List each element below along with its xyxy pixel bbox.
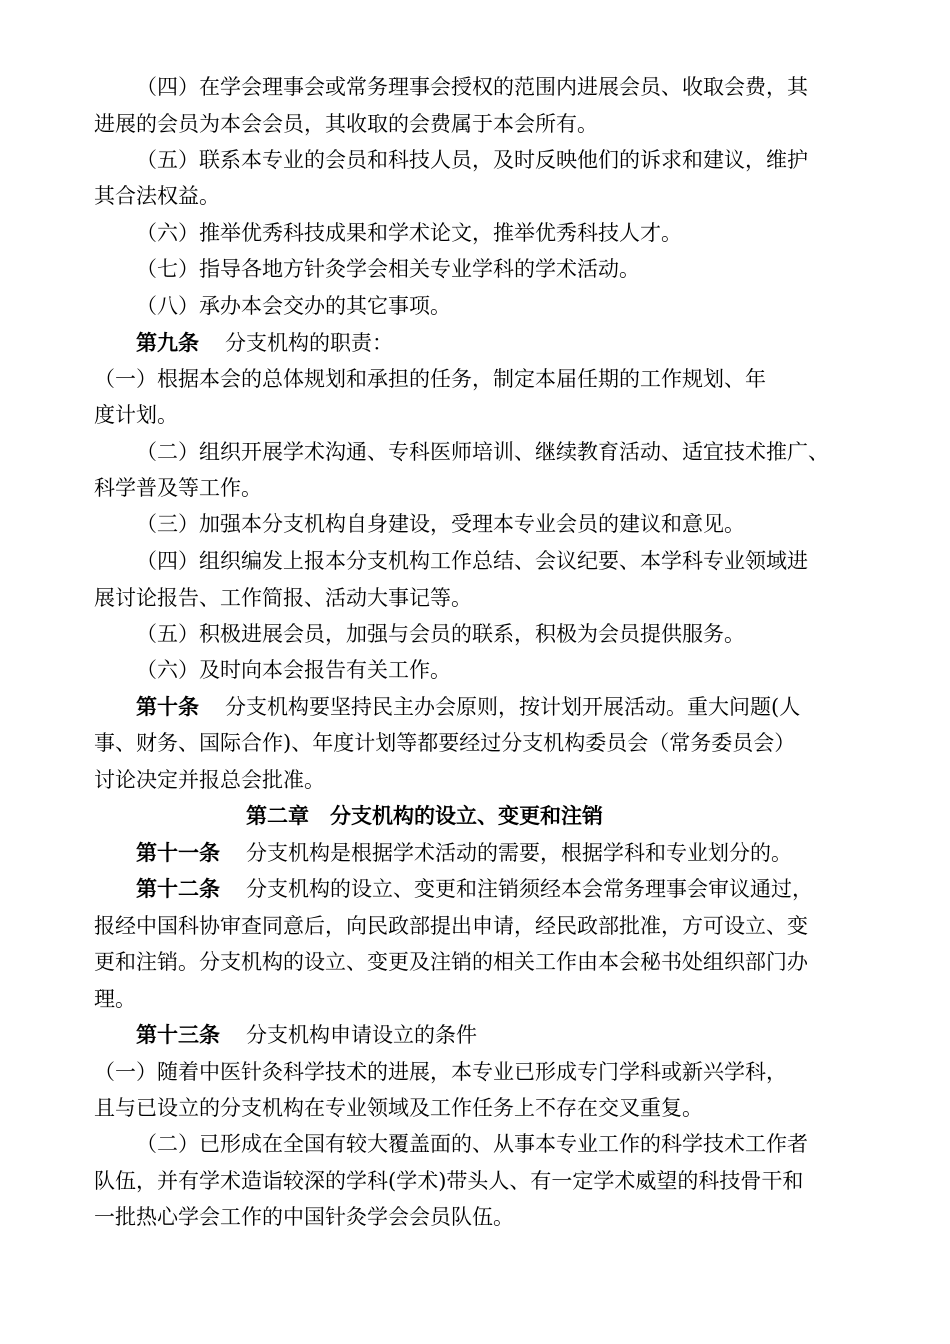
- text-line: 队伍，并有学术造诣较深的学科(学术)带头人、有一定学术威望的科技骨干和: [94, 1169, 804, 1193]
- text-line: 一批热心学会工作的中国针灸学会会员队伍。: [94, 1205, 514, 1229]
- text-line: 其合法权益。: [94, 184, 220, 208]
- article-line: 第十三条 分支机构申请设立的条件: [136, 1022, 477, 1047]
- text-line: （五）联系本专业的会员和科技人员，及时反映他们的诉求和建议，维护: [136, 148, 808, 172]
- text-line: （一）随着中医针灸科学技术的进展，本专业已形成专门学科或新兴学科，: [94, 1060, 787, 1084]
- text-line: （二）已形成在全国有较大覆盖面的、从事本专业工作的科学技术工作者: [136, 1132, 808, 1156]
- text-line: 讨论决定并报总会批准。: [94, 768, 325, 792]
- text-line: （五）积极进展会员，加强与会员的联系，积极为会员提供服务。: [136, 622, 745, 646]
- article-heading: 第十二条: [136, 876, 220, 901]
- text-line: 科学普及等工作。: [94, 476, 262, 500]
- text-line: 更和注销。分支机构的设立、变更及注销的相关工作由本会秘书处组织部门办: [94, 950, 808, 974]
- chapter-title: 第二章 分支机构的设立、变更和注销: [246, 803, 603, 828]
- text-line: （八）承办本会交办的其它事项。: [136, 294, 451, 318]
- text-line: （三）加强本分支机构自身建设，受理本专业会员的建议和意见。: [136, 512, 745, 536]
- article-line: 第十二条 分支机构的设立、变更和注销须经本会常务理事会审议通过，: [136, 876, 813, 901]
- text-line: （一）根据本会的总体规划和承担的任务，制定本届任期的工作规划、年: [94, 367, 766, 391]
- text-line: 报经中国科协审查同意后，向民政部提出申请，经民政部批准，方可设立、变: [94, 914, 808, 938]
- text-line: （四）组织编发上报本分支机构工作总结、会议纪要、本学科专业领域进: [136, 549, 808, 573]
- text-line: 理。: [94, 987, 136, 1011]
- article-line: 第九条 分支机构的职责：: [136, 330, 393, 355]
- article-heading: 第十一条: [136, 840, 220, 865]
- text-line: 度计划。: [94, 403, 178, 427]
- text-line: 且与已设立的分支机构在专业领域及工作任务上不存在交叉重复。: [94, 1096, 703, 1120]
- article-line: 第十条 分支机构要坚持民主办会原则，按计划开展活动。重大问题(人: [136, 694, 801, 719]
- text-line: （二）组织开展学术沟通、专科医师培训、继续教育活动、适宜技术推广、: [136, 440, 829, 464]
- text-line: （六）推举优秀科技成果和学术论文，推举优秀科技人才。: [136, 221, 682, 245]
- article-line: 第十一条 分支机构是根据学术活动的需要，根据学科和专业划分的。: [136, 840, 792, 865]
- text-line: 事、财务、国际合作)、年度计划等都要经过分支机构委员会（常务委员会）: [94, 731, 796, 755]
- text-line: （六）及时向本会报告有关工作。: [136, 658, 451, 682]
- text-line: （七）指导各地方针灸学会相关专业学科的学术活动。: [136, 257, 640, 281]
- article-heading: 第十条: [136, 694, 199, 719]
- text-line: （四）在学会理事会或常务理事会授权的范围内进展会员、收取会费，其: [136, 75, 808, 99]
- text-line: 进展的会员为本会会员，其收取的会费属于本会所有。: [94, 112, 598, 136]
- article-heading: 第九条: [136, 330, 199, 355]
- text-line: 展讨论报告、工作简报、活动大事记等。: [94, 586, 472, 610]
- article-heading: 第十三条: [136, 1022, 220, 1047]
